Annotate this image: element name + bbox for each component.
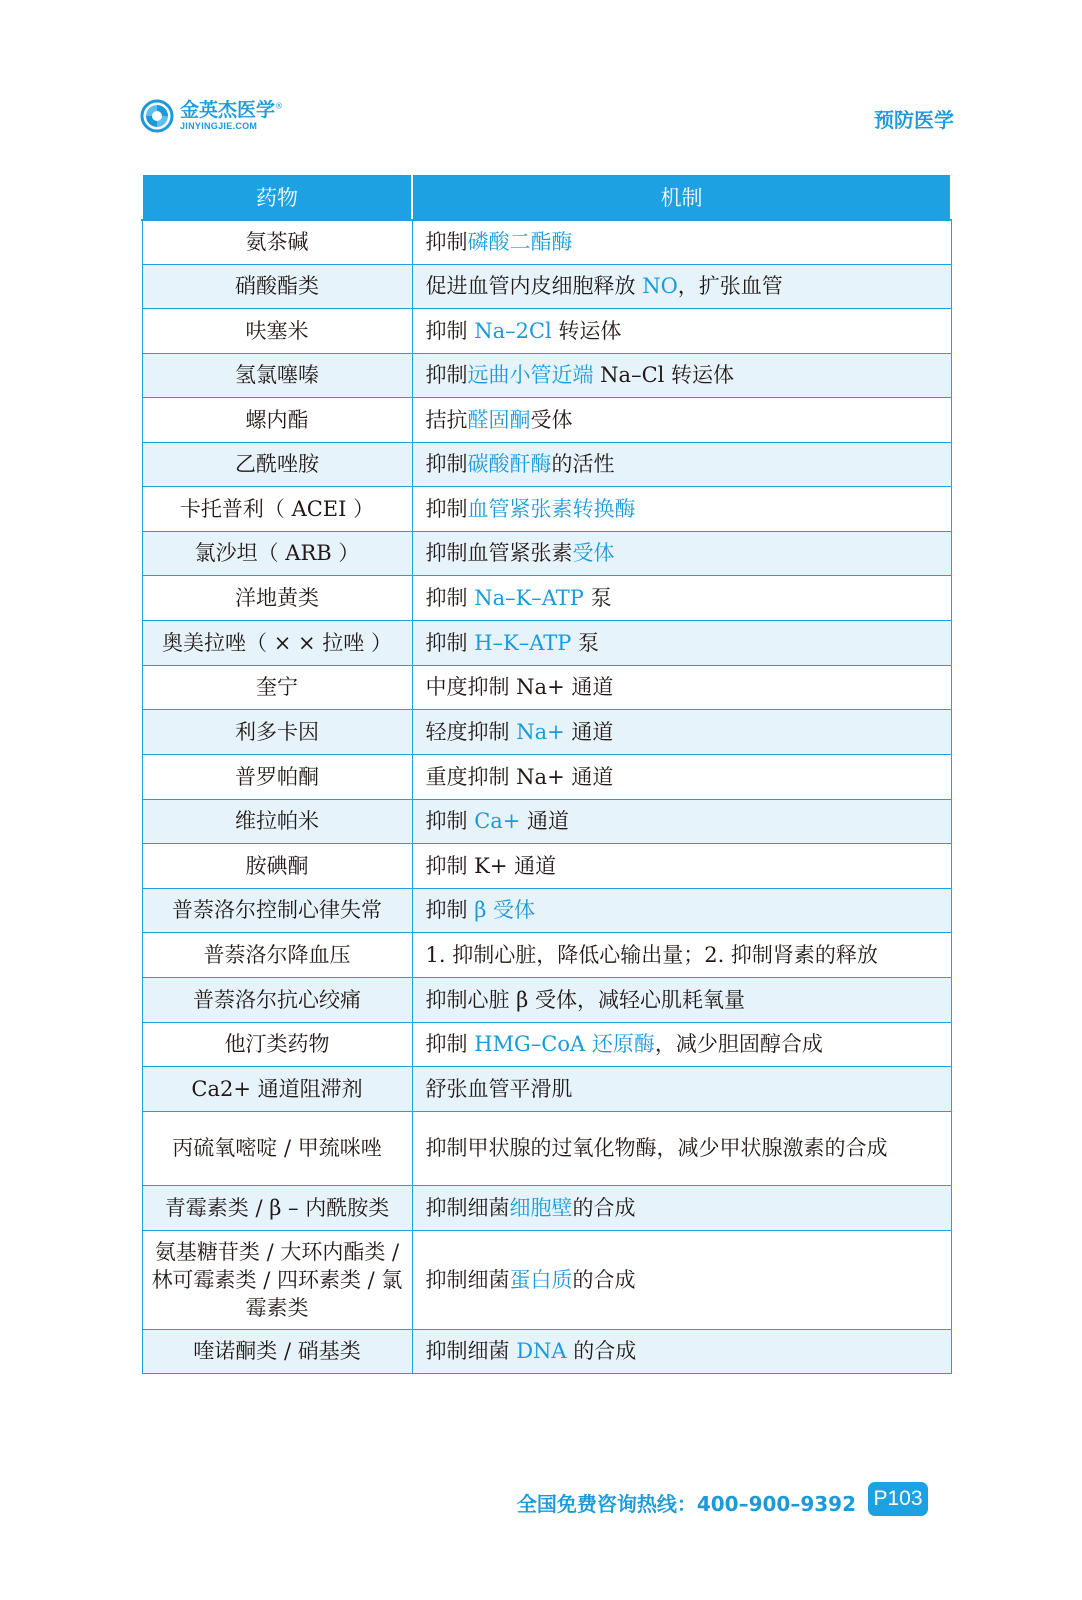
mechanism-text: ，扩张血管 (677, 274, 783, 298)
table-row (142, 442, 951, 486)
mechanism-highlight: 碳酸酐酶 (467, 452, 552, 476)
drug-name: 氯沙坦（ ARB ） (194, 541, 360, 565)
mechanism-text: 泵 (583, 585, 612, 610)
drug-name: 普萘洛尔抗心绞痛 (193, 987, 361, 1012)
mechanism-cell (412, 1066, 951, 1111)
drug-cell (142, 308, 412, 353)
drug-name: 丙硫氧嘧啶 / 甲巯咪唑 (172, 1136, 382, 1160)
mechanism-cell (412, 575, 951, 620)
mechanism-text: 抑制 (425, 898, 475, 922)
mechanism-text: 抑制 (425, 452, 468, 476)
mechanism-text: 泵 (571, 630, 600, 655)
table-row (142, 1111, 951, 1185)
mechanism-text: 抑制 (425, 363, 468, 387)
drug-cell (142, 977, 412, 1022)
table-row (142, 486, 951, 531)
table-row (142, 620, 951, 665)
page-footer (0, 1480, 1082, 1530)
drug-cell (142, 843, 412, 888)
mechanism-text: 通道 (520, 809, 570, 833)
mechanism-highlight: 醛固酮 (467, 407, 531, 432)
mechanism-cell (412, 264, 951, 308)
mechanism-text: 抑制血管紧张素 (425, 541, 573, 565)
mechanism-text: 重度抑制 Na+ 通道 (425, 764, 614, 789)
mechanism-text: 抑制细菌 (425, 1195, 510, 1220)
table-row (142, 754, 951, 799)
drug-name: 卡托普利（ ACEI ） (179, 496, 375, 521)
drug-cell (142, 620, 412, 665)
drug-name: 呋塞米 (245, 318, 309, 343)
mechanism-cell (412, 442, 951, 486)
mechanism-highlight: Na+ (516, 719, 565, 744)
mechanism-cell (412, 620, 951, 665)
mechanism-highlight: HMG–CoA 还原酶 (474, 1032, 655, 1056)
mechanism-highlight: 蛋白质 (509, 1267, 573, 1292)
mechanism-text: ，减少胆固醇合成 (654, 1032, 823, 1056)
mechanism-cell (412, 486, 951, 531)
mechanism-highlight: Ca+ (474, 809, 521, 833)
drug-name: 洋地黄类 (235, 585, 319, 610)
mechanism-text: 抑制 K+ 通道 (425, 853, 557, 878)
mechanism-text: 抑制细菌 (425, 1267, 510, 1292)
mechanism-text: 抑制 (425, 230, 468, 255)
drug-name: Ca2+ 通道阻滞剂 (191, 1076, 363, 1101)
section-title: 预防医学 (874, 108, 954, 132)
drug-cell (142, 397, 412, 442)
drug-cell (142, 264, 412, 308)
table-header-row (142, 175, 951, 220)
brand-logo (140, 98, 283, 134)
mechanism-text: 抑制 (425, 630, 475, 655)
mechanism-cell (412, 709, 951, 754)
drug-cell (142, 1066, 412, 1111)
table-row (142, 353, 951, 397)
drug-name: 螺内酯 (245, 407, 309, 432)
mechanism-text: 抑制甲状腺的过氧化物酶，减少甲状腺激素的合成 (425, 1136, 888, 1160)
drug-name: 氨基糖苷类 / 大环内酯类 / 林可霉素类 / 四环素类 / 氯霉素类 (151, 1239, 403, 1320)
drug-cell (142, 709, 412, 754)
drug-name: 普萘洛尔控制心律失常 (172, 898, 382, 922)
page-number-badge: P103 (868, 1482, 928, 1516)
drug-name: 氨茶碱 (245, 230, 309, 255)
table-row (142, 709, 951, 754)
mechanism-cell (412, 353, 951, 397)
drug-cell (142, 932, 412, 977)
mechanism-highlight: β 受体 (474, 898, 536, 922)
header-mechanism: 机制 (412, 175, 951, 220)
mechanism-highlight: H–K–ATP (474, 630, 572, 655)
mechanism-highlight: Na–2Cl (474, 318, 552, 343)
drug-name: 青霉素类 / β – 内酰胺类 (164, 1195, 390, 1220)
drug-cell (142, 1230, 412, 1329)
table-row (142, 665, 951, 709)
mechanism-text: 抑制细菌 (425, 1339, 517, 1363)
mechanism-cell (412, 665, 951, 709)
table-row (142, 977, 951, 1022)
mechanism-text: 抑制 (425, 318, 475, 343)
logo-swirl-icon (140, 99, 174, 133)
mechanism-cell (412, 1185, 951, 1230)
mechanism-text: 抑制心脏 β 受体，减轻心肌耗氧量 (425, 987, 745, 1012)
table-row (142, 1329, 951, 1373)
drug-name: 喹诺酮类 / 硝基类 (193, 1339, 361, 1363)
drug-name: 胺碘酮 (245, 853, 309, 878)
mechanism-text: 抑制 (425, 585, 475, 610)
mechanism-text: 抑制 (425, 1032, 475, 1056)
mechanism-highlight: 细胞壁 (509, 1195, 573, 1220)
drug-cell (142, 575, 412, 620)
mechanism-text: 抑制 (425, 496, 468, 521)
table-row (142, 1022, 951, 1066)
drug-cell (142, 1329, 412, 1373)
table-row (142, 1185, 951, 1230)
mechanism-text: 拮抗 (425, 407, 468, 432)
mechanism-text: 的合成 (566, 1339, 637, 1363)
page-header (0, 0, 1082, 160)
table-row (142, 220, 951, 264)
mechanism-cell (412, 397, 951, 442)
mechanism-cell (412, 977, 951, 1022)
table-row (142, 843, 951, 888)
mechanism-text: 的合成 (572, 1267, 636, 1292)
mechanism-text: Na–Cl 转运体 (593, 363, 735, 387)
drug-mechanism-table (141, 175, 952, 1374)
logo-text-en: JINYINGJIE.COM (180, 121, 258, 131)
table-row (142, 1230, 951, 1329)
mechanism-text: 的合成 (572, 1195, 636, 1220)
mechanism-text: 转运体 (551, 318, 622, 343)
mechanism-highlight: Na–K–ATP (474, 585, 584, 610)
mechanism-cell (412, 1230, 951, 1329)
drug-name: 他汀类药物 (224, 1032, 330, 1056)
drug-cell (142, 1111, 412, 1185)
mechanism-cell (412, 1111, 951, 1185)
table-row (142, 264, 951, 308)
drug-name: 奥美拉唑（ × × 拉唑 ） (162, 630, 392, 655)
mechanism-text: 受体 (530, 407, 573, 432)
mechanism-text: 轻度抑制 (425, 719, 517, 744)
drug-name: 普萘洛尔降血压 (203, 942, 351, 967)
drug-name: 利多卡因 (235, 719, 319, 744)
mechanism-text: 舒张血管平滑肌 (425, 1076, 573, 1101)
table-row (142, 308, 951, 353)
drug-cell (142, 799, 412, 843)
mechanism-highlight: NO (642, 274, 678, 298)
table-row (142, 575, 951, 620)
mechanism-cell (412, 932, 951, 977)
mechanism-text: 促进血管内皮细胞释放 (425, 274, 643, 298)
mechanism-text: 抑制 (425, 809, 475, 833)
drug-name: 氢氯噻嗪 (235, 363, 319, 387)
mechanism-text: 通道 (564, 719, 614, 744)
mechanism-cell (412, 531, 951, 575)
drug-name: 普罗帕酮 (235, 764, 319, 789)
drug-name: 奎宁 (256, 675, 298, 699)
mechanism-cell (412, 843, 951, 888)
mechanism-text: 的活性 (551, 452, 615, 476)
table-row (142, 932, 951, 977)
mechanism-cell (412, 1022, 951, 1066)
table-row (142, 397, 951, 442)
hotline-text: 全国免费咨询热线：400–900–9392 (516, 1492, 856, 1516)
header-drug: 药物 (142, 175, 412, 220)
drug-cell (142, 1022, 412, 1066)
table-row (142, 888, 951, 932)
drug-name: 维拉帕米 (235, 809, 319, 833)
mechanism-highlight: 远曲小管近端 (467, 363, 594, 387)
table-row (142, 1066, 951, 1111)
logo-text-cn: 金英杰医学® (180, 99, 284, 121)
drug-cell (142, 888, 412, 932)
mechanism-highlight: 血管紧张素转换酶 (467, 496, 636, 521)
drug-cell (142, 665, 412, 709)
drug-cell (142, 486, 412, 531)
mechanism-highlight: 磷酸二酯酶 (467, 230, 573, 255)
drug-cell (142, 353, 412, 397)
table-row (142, 531, 951, 575)
mechanism-cell (412, 799, 951, 843)
mechanism-highlight: DNA (516, 1339, 567, 1363)
mechanism-highlight: 受体 (572, 541, 615, 565)
drug-name: 硝酸酯类 (235, 274, 319, 298)
mechanism-cell (412, 308, 951, 353)
drug-cell (142, 1185, 412, 1230)
mechanism-cell (412, 754, 951, 799)
drug-cell (142, 754, 412, 799)
drug-cell (142, 531, 412, 575)
table-body (142, 220, 951, 1373)
mechanism-text: 中度抑制 Na+ 通道 (425, 675, 614, 699)
table-row (142, 799, 951, 843)
drug-name: 乙酰唑胺 (235, 452, 319, 476)
mechanism-text: 1. 抑制心脏，降低心输出量；2. 抑制肾素的释放 (425, 942, 878, 967)
mechanism-cell (412, 1329, 951, 1373)
drug-cell (142, 220, 412, 264)
drug-cell (142, 442, 412, 486)
mechanism-cell (412, 220, 951, 264)
mechanism-cell (412, 888, 951, 932)
